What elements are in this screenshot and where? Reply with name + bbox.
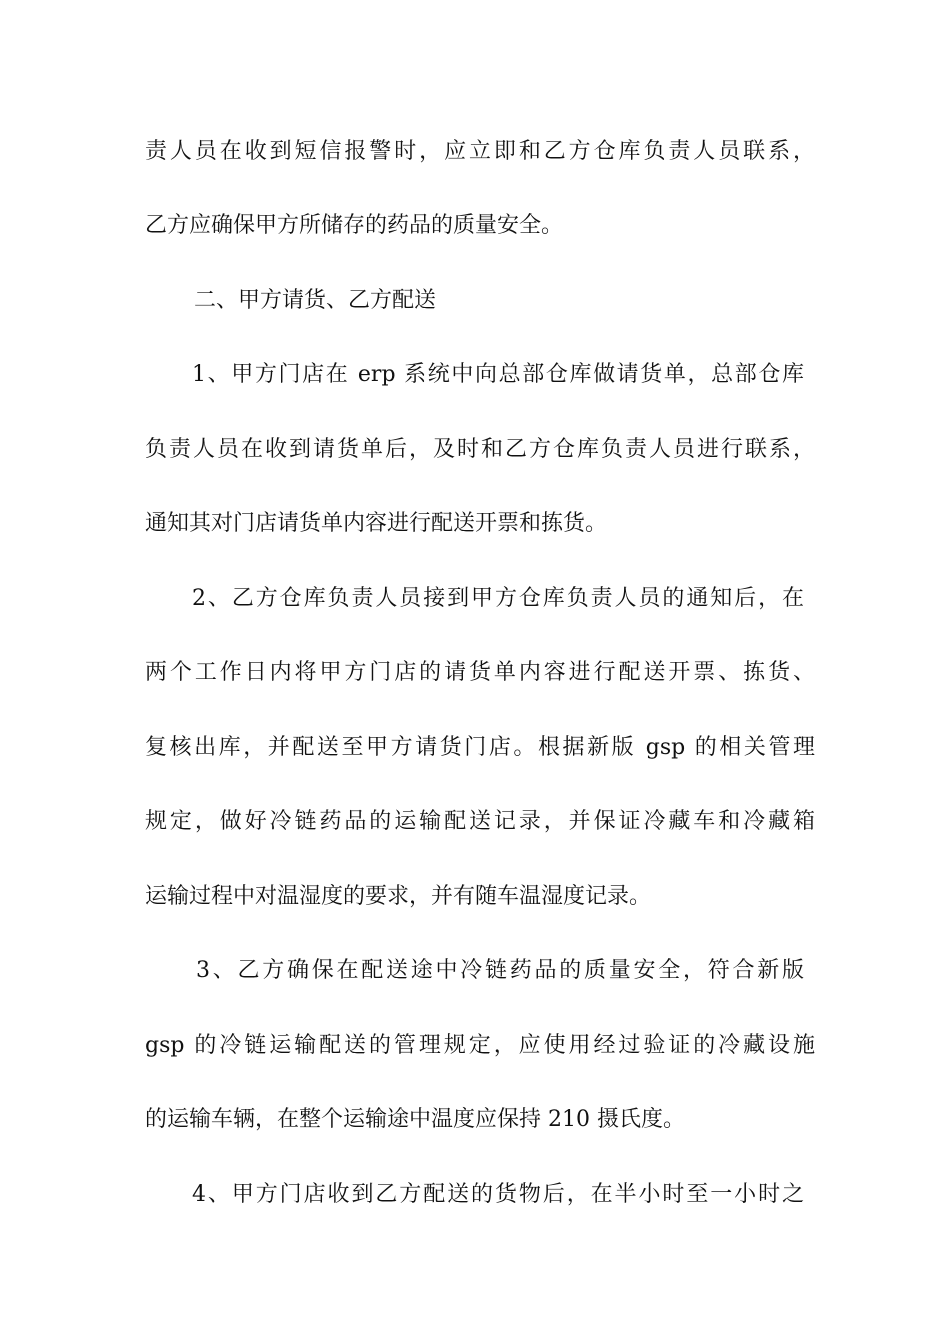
text-line: 通知其对门店请货单内容进行配送开票和拣货。: [145, 511, 608, 536]
text-line: 两个工作日内将甲方门店的请货单内容进行配送开票、拣货、: [145, 660, 815, 685]
text-line: 规定，做好冷链药品的运输配送记录，并保证冷藏车和冷藏箱: [145, 809, 815, 834]
text-line: 乙方应确保甲方所储存的药品的质量安全。: [145, 213, 564, 238]
text-line: 2、乙方仓库负责人员接到甲方仓库负责人员的通知后，在: [192, 586, 804, 611]
text-line: gsp 的冷链运输配送的管理规定，应使用经过验证的冷藏设施: [145, 1033, 815, 1058]
text-line: 责人员在收到短信报警时，应立即和乙方仓库负责人员联系，: [145, 139, 815, 164]
section-heading: 二、甲方请货、乙方配送: [194, 288, 437, 313]
text-line: 负责人员在收到请货单后，及时和乙方仓库负责人员进行联系，: [145, 437, 815, 462]
text-line: 运输过程中对温湿度的要求，并有随车温湿度记录。: [145, 884, 652, 909]
text-line: 复核出库，并配送至甲方请货门店。根据新版 gsp 的相关管理: [145, 735, 815, 760]
text-line: 的运输车辆，在整个运输途中温度应保持 210 摄氏度。: [145, 1107, 685, 1132]
text-line: 4、甲方门店收到乙方配送的货物后，在半小时至一小时之: [192, 1182, 804, 1207]
text-line: 1、甲方门店在 erp 系统中向总部仓库做请货单，总部仓库: [192, 362, 804, 387]
text-line: 3、乙方确保在配送途中冷链药品的质量安全，符合新版: [196, 958, 804, 983]
